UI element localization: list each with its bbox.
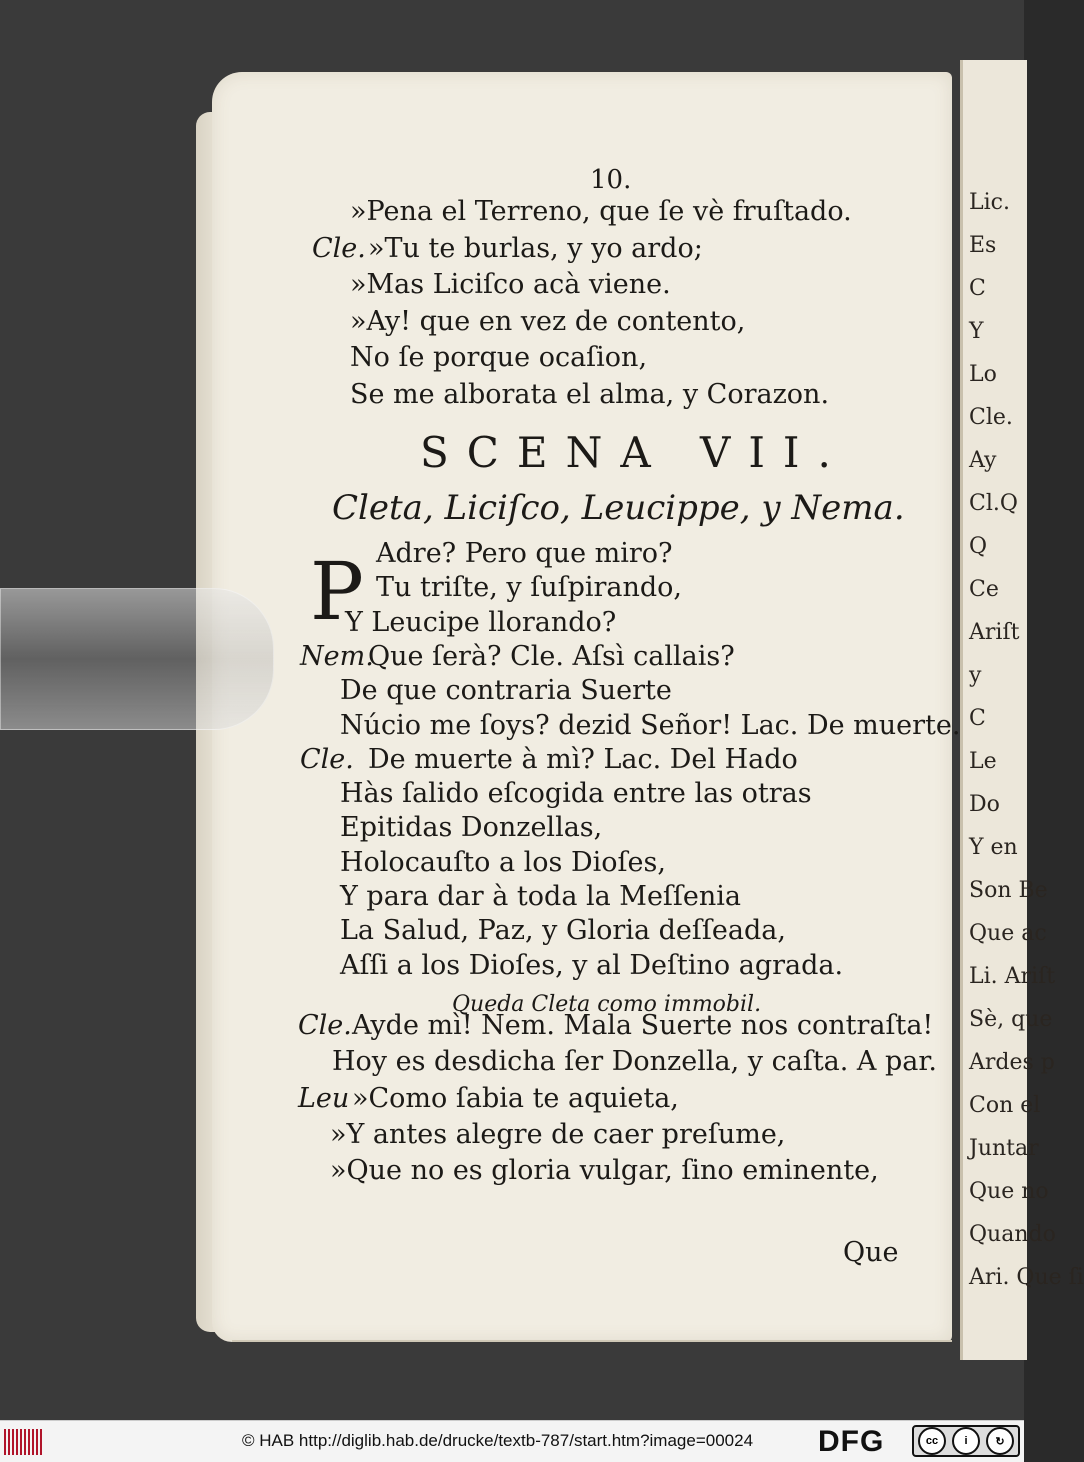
verse-line: Epitidas Donzellas,: [340, 812, 603, 844]
stage-direction: Queda Cleta como immobil.: [452, 992, 762, 1017]
facing-page-fragment: Ce: [969, 577, 999, 602]
facing-page-fragment: Que no: [969, 1179, 1049, 1204]
dfg-logo: DFG: [818, 1425, 885, 1458]
facing-page: [960, 60, 1084, 1360]
facing-page-fragment: Lic.: [969, 190, 1010, 215]
cc-license-badge[interactable]: [912, 1425, 1020, 1457]
catchword: Que: [843, 1237, 899, 1268]
speaker-label: Cle.: [300, 743, 354, 775]
verse-line: Hoy es desdicha ſer Donzella, y caſta. A par.: [332, 1046, 937, 1078]
facing-page-fragment: Do: [969, 792, 1000, 817]
verse-line: De que contraria Suerte: [340, 675, 672, 707]
verse-line: De muerte à mì? Lac. Del Hado: [368, 743, 798, 775]
source-url[interactable]: © HAB http://diglib.hab.de/drucke/textb-787/start.htm?image=00024: [242, 1431, 754, 1450]
verse-line: Adre? Pero que miro?: [376, 538, 673, 569]
verse-line: Núcio me ſoys? dezid Señor! Lac. De muerte.: [340, 709, 961, 741]
verse-line: Y para dar à toda la Meſſenia: [340, 881, 742, 912]
verse-line: No ſe porque ocaſion,: [350, 342, 648, 373]
facing-page-fragment: Juntar: [969, 1136, 1039, 1161]
facing-page-fragment: Ardes p: [969, 1050, 1055, 1075]
verse-line: »Mas Liciſco acà viene.: [350, 269, 671, 300]
verse-line: »Como ſabia te aquieta,: [352, 1082, 679, 1114]
facing-page-fragment: Y en: [969, 835, 1018, 860]
scene-heading: SCENA VII.: [420, 428, 849, 477]
facing-page-fragment: Con el: [969, 1093, 1041, 1118]
facing-page-fragment: Es: [969, 233, 997, 258]
facing-page-fragment: Cl.Q: [969, 491, 1018, 516]
viewer-footer: [0, 1420, 1024, 1462]
speaker-label: Leu: [298, 1082, 350, 1114]
verse-line: Hàs ſalido eſcogida entre las otras: [340, 778, 812, 810]
verse-line: Tu triſte, y ſuſpirando,: [376, 572, 683, 604]
hab-logo-icon: [4, 1429, 46, 1455]
verse-line: Y Leucipe llorando?: [345, 606, 617, 638]
facing-page-fragment: Lo: [969, 362, 997, 387]
page-bottom-edge: [232, 1310, 952, 1342]
facing-page-fragment: Y: [969, 319, 984, 344]
verse-line: Que ſerà? Cle. Aſsì callais?: [368, 640, 735, 672]
facing-page-fragment: Le: [969, 749, 997, 774]
facing-page-fragment: Q: [969, 534, 988, 559]
facing-page-fragment: Sè, que: [969, 1007, 1053, 1032]
speaker-label: Nem.: [300, 640, 374, 672]
verse-line: Holocauſto a los Dioſes,: [340, 846, 666, 878]
verse-line: Aſſi a los Dioſes, y al Deſtino agrada.: [340, 949, 844, 981]
character-list: Cleta, Liciſco, Leucippe, y Nema.: [332, 488, 905, 528]
facing-page-fragment: Que ac: [969, 921, 1047, 946]
verse-line: »Pena el Terreno, que ſe vè fruſtado.: [350, 196, 852, 227]
drop-cap: P: [310, 545, 364, 638]
facing-page-fragment: Ay: [969, 448, 997, 473]
page-clip: [0, 588, 274, 730]
facing-page-fragment: Li. Ariſt: [969, 964, 1056, 989]
facing-page-fragment: C: [969, 276, 986, 301]
by-icon: i: [952, 1427, 980, 1455]
verse-line: »Que no es gloria vulgar, ſino eminente,: [330, 1155, 879, 1187]
verse-line: Se me alborata el alma, y Corazon.: [350, 378, 830, 410]
verse-line: Ayde mì! Nem. Mala Suerte nos contraſta!: [352, 1010, 934, 1041]
verse-line: »Tu te burlas, y yo ardo;: [368, 232, 703, 264]
facing-page-fragment: y: [969, 663, 982, 688]
facing-page-fragment: Ari. Que ſi: [969, 1265, 1084, 1290]
cc-icon: cc: [918, 1427, 946, 1455]
speaker-label: Cle.: [298, 1010, 352, 1041]
verse-line: »Ay! que en vez de contento,: [350, 305, 746, 337]
sa-icon: ↻: [986, 1427, 1014, 1455]
speaker-label: Cle.: [312, 232, 366, 264]
facing-page-fragment: Son Be: [969, 878, 1048, 903]
page-number: 10.: [590, 165, 632, 195]
verse-line: La Salud, Paz, y Gloria deſſeada,: [340, 915, 786, 947]
facing-page-fragment: C: [969, 706, 986, 731]
facing-page-fragment: Ariſt: [969, 620, 1020, 645]
facing-page-fragment: Cle.: [969, 405, 1013, 430]
verse-line: »Y antes alegre de caer preſume,: [330, 1118, 786, 1150]
facing-page-fragment: Quando: [969, 1222, 1056, 1247]
